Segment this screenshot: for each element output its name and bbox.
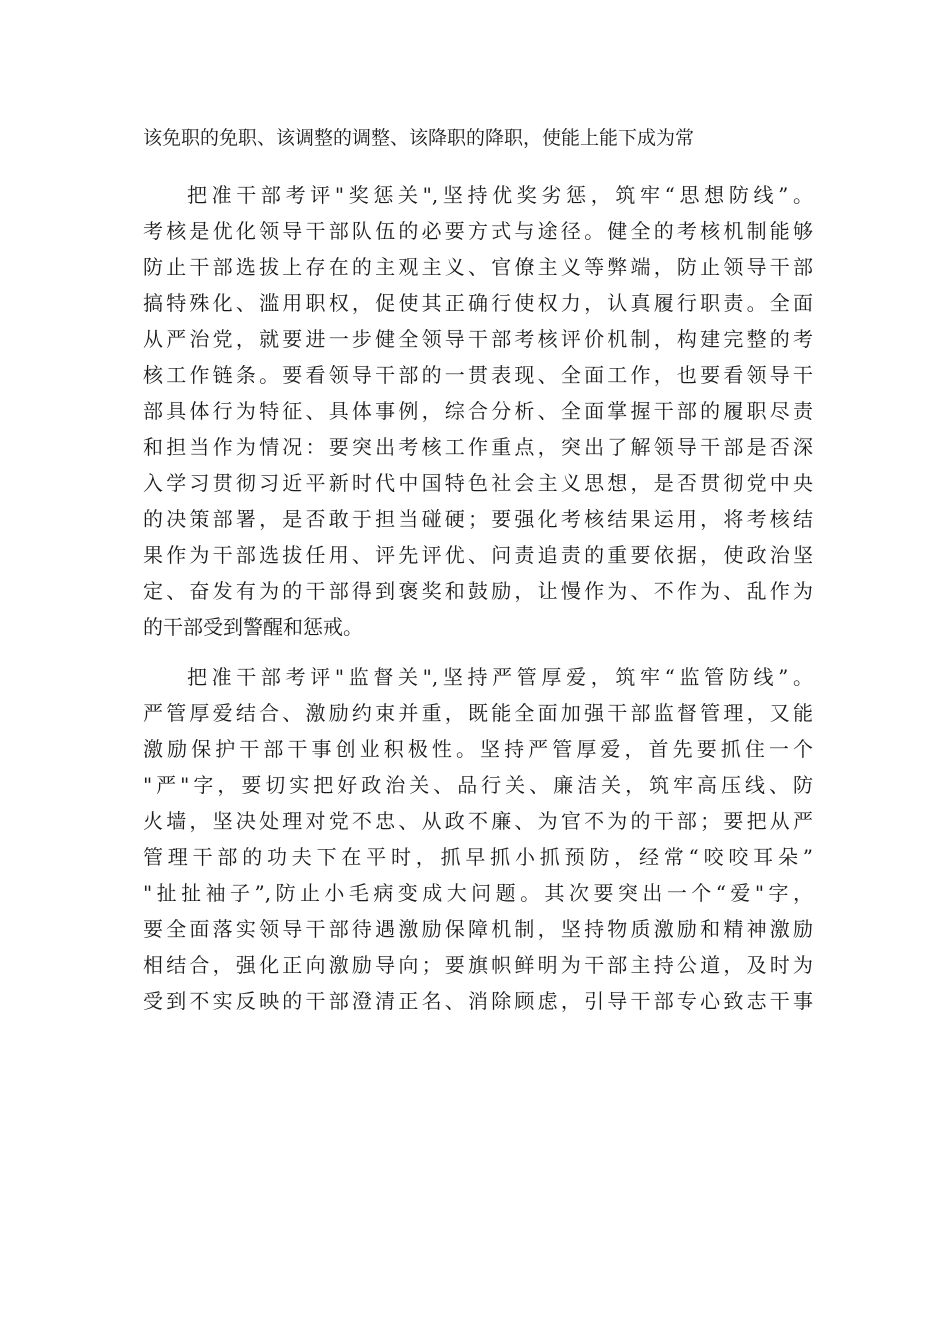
paragraph-2-line: "严"字，要切实把好政治关、品行关、廉洁关，筑牢高压线、防 [143, 773, 813, 797]
paragraph-1-line: 的决策部署，是否敢于担当碰硬；要强化考核结果运用，将考核结 [143, 507, 813, 531]
paragraph-1-line: 和担当作为情况：要突出考核工作重点，突出了解领导干部是否深 [143, 435, 813, 459]
paragraph-1-line: 从严治党，就要进一步健全领导干部考核评价机制，构建完整的考 [143, 327, 813, 351]
paragraph-2-line: 火墙，坚决处理对党不忠、从政不廉、为官不为的干部；要把从严 [143, 809, 813, 833]
paragraph-1-line: 防止干部选拔上存在的主观主义、官僚主义等弊端，防止领导干部 [143, 255, 813, 279]
fragment-line: 该免职的免职、该调整的调整、该降职的降职，使能上能下成为常 [143, 127, 695, 149]
paragraph-1-line: 的干部受到警醒和惩戒。 [143, 615, 363, 639]
paragraph-2-line: 管理干部的功夫下在平时，抓早抓小抓预防，经常“咬咬耳朵” [143, 845, 813, 869]
paragraph-2-line: 严管厚爱结合、激励约束并重，既能全面加强干部监督管理，又能 [143, 701, 813, 725]
paragraph-2-line: 把准干部考评"监督关",坚持严管厚爱，筑牢“监管防线”。 [187, 665, 813, 689]
paragraph-2-line: "扯扯袖子”,防止小毛病变成大问题。其次要突出一个“爱"字， [143, 881, 813, 905]
paragraph-1-line: 定、奋发有为的干部得到褒奖和鼓励，让慢作为、不作为、乱作为 [143, 579, 813, 603]
paragraph-2-line: 受到不实反映的干部澄清正名、消除顾虑，引导干部专心致志干事 [143, 989, 813, 1013]
paragraph-1-line: 入学习贯彻习近平新时代中国特色社会主义思想，是否贯彻党中央 [143, 471, 813, 495]
paragraph-1-line: 搞特殊化、滥用职权，促使其正确行使权力，认真履行职责。全面 [143, 291, 813, 315]
paragraph-2-line: 要全面落实领导干部待遇激励保障机制，坚持物质激励和精神激励 [143, 917, 813, 941]
paragraph-1-line: 部具体行为特征、具体事例，综合分析、全面掌握干部的履职尽责 [143, 399, 813, 423]
paragraph-2-line: 相结合，强化正向激励导向；要旗帜鲜明为干部主持公道，及时为 [143, 953, 813, 977]
paragraph-1-line: 核工作链条。要看领导干部的一贯表现、全面工作，也要看领导干 [143, 363, 813, 387]
paragraph-1-line: 考核是优化领导干部队伍的必要方式与途径。健全的考核机制能够 [143, 219, 813, 243]
paragraph-1-line: 把准干部考评"奖惩关",坚持优奖劣惩，筑牢“思想防线”。 [187, 183, 813, 207]
paragraph-2-line: 激励保护干部干事创业积极性。坚持严管厚爱，首先要抓住一个 [143, 737, 813, 761]
paragraph-1-line: 果作为干部选拔任用、评先评优、问责追责的重要依据，使政治坚 [143, 543, 813, 567]
